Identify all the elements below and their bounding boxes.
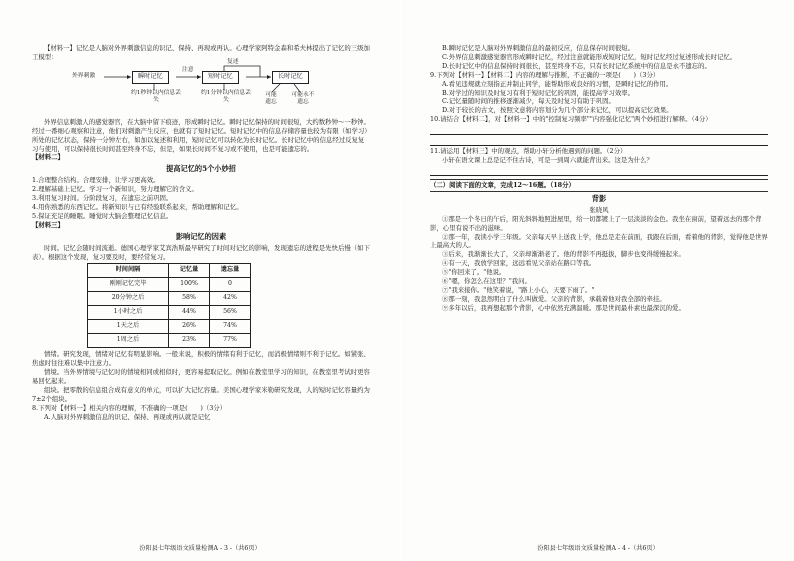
- diagram-stimulus: 外界刺激: [72, 72, 96, 79]
- table-row: [88, 306, 251, 320]
- diagram-rehearsal: 复述: [227, 58, 239, 65]
- diagram-note3b: 可能永不遗忘: [291, 91, 315, 105]
- answer-line[interactable]: [430, 166, 768, 176]
- question-8: 8.下列对【材料一】相关内容的理解，不准确的一项是( )（3分）: [32, 403, 227, 412]
- page-footer-left: 汾阳县七年级语文质量检测A - 3 -（共6页）: [139, 545, 261, 552]
- article-title: 背影: [591, 193, 607, 203]
- table-row: [88, 292, 251, 306]
- table-cell: 42%: [210, 292, 251, 306]
- question-8-option-c: C.外界信息刺激感觉器官形成瞬时记忆，经过注意就能形成短时记忆，短时记忆经过复述形成长时记忆。: [442, 52, 737, 61]
- diagram-note3a: 可能遗忘: [265, 91, 277, 105]
- forgetting-table: [87, 263, 251, 348]
- question-9-option-a: A.看见违规就立刻指正并制止同学，能帮助形成良好的习惯，是瞬时记忆的作用。: [442, 79, 673, 88]
- table-header: 遗忘量: [210, 264, 251, 278]
- question-10: 10.请结合【材料二】，对【材料一】中的"控制复习频率""内容强化记忆"两个妙招进行解释。（4分）: [430, 115, 712, 124]
- table-cell: 1小时之后: [88, 306, 169, 320]
- table-cell: 77%: [210, 334, 251, 348]
- material3-title: 影响记忆的因素: [175, 231, 227, 241]
- question-9-option-c: C.记忆量随时间的推移逐渐减少，每天及时复习有助于巩固。: [442, 97, 615, 106]
- tip-item: 1.合理整合结构。合理安排，让学习更高效。: [32, 176, 160, 185]
- article-para: ①那是一个冬日的午后，阳光斜斜地照进屋里，给一切都镀上了一层淡淡的金色。我坐在窗前，望着远去的那个背影，心里有说不出的滋味。: [430, 214, 762, 232]
- material2-label: 【材料二】: [32, 153, 64, 162]
- table-cell: 100%: [169, 278, 210, 292]
- table-header: 时间间隔: [88, 264, 169, 278]
- article-para: ⑨多年以后，我再想起那个背影，心中依然充满温暖。那是世间最朴素也最深沉的爱。: [442, 303, 685, 312]
- table-row: [88, 278, 251, 292]
- material1-para: 外界信息刺激人的感觉器官，在大脑中留下痕迹，形成瞬时记忆。瞬时记忆保持的时间很短，大约数秒钟～一秒钟。经过一番细心观察和注意，他们对刺激产生反应，也就有了短时记忆。短时记忆中的信息存储容量也较为有限（如学习）所处的记忆状态，保持一分钟左右，如加以复述和利用，短时记忆可以转化为长时记忆。长时记忆中的信息经过反复复习与使用，可以保持很长时间甚至终身不忘，但是，如果长时间不复习或不使用，也是可能遗忘的。: [32, 117, 370, 153]
- question-9-option-d: D.对于较长的古文，按照文意将内容划分为几个部分来记忆，可以提高记忆效果。: [442, 106, 673, 115]
- page-right: [402, 0, 794, 561]
- article-para: ②那一年，我读小学三年级。父亲每天早上送我上学，他总是走在前面，我跟在后面，看着他的背影，觉得他是世界上最高大的人。: [430, 232, 768, 250]
- table-cell: 26%: [169, 320, 210, 334]
- table-header: 记忆量: [169, 264, 210, 278]
- table-cell: 20分钟之后: [88, 292, 169, 306]
- diagram-note2: 约1分钟以内信息丢失: [200, 89, 252, 103]
- question-11-text: 小轩在语文课上总是记不住古诗，可是一到周六就能背出来。这是为什么？: [442, 156, 653, 165]
- question-8-option-d: D.长时记忆中的信息保持时间很长，甚至终身不忘，只有长时记忆系统中的信息是永不遗忘的。: [442, 61, 711, 70]
- diagram-attention: 注意: [182, 66, 194, 73]
- tip-item: 2.理解基础上记忆。学习一个新知识，努力理解它的含义。: [32, 185, 198, 194]
- material2-title: 提高记忆的5个小妙招: [166, 164, 236, 174]
- table-cell: 1周之后: [88, 334, 169, 348]
- table-row: [88, 320, 251, 334]
- memory-model-diagram: [32, 58, 370, 118]
- tip-item: 3.利用复习时间。分阶段复习，在遗忘之前巩固。: [32, 194, 173, 203]
- material3-para-chunk: 组块。把零散的信息组合成有意义的单元，可以扩大记忆容量。美国心理学家米勒研究发现，人的短时记忆容量约为7±2个组块。: [32, 386, 370, 403]
- article-para: ⑧那一刻，我忽然明白了什么叫做爱。父亲的背影，承载着他对我全部的牵挂。: [442, 294, 666, 303]
- tip-item: 4.用你熟悉的东西记忆。将新知识与已有经验联系起来，帮助理解和记忆。: [32, 202, 243, 211]
- tip-item: 5.保证充足的睡眠。睡觉时大脑会整理记忆信息。: [32, 211, 173, 220]
- material3-intro: 时间。记忆会随时间流逝。德国心理学家艾宾浩斯最早研究了时间对记忆的影响，发现遗忘的进程是先快后慢（如下表）。根据这个发现，复习要及时，要经常复习。: [32, 243, 370, 261]
- answer-line[interactable]: [430, 136, 768, 146]
- table-cell: 1天之后: [88, 320, 169, 334]
- question-8-option-b: B.瞬时记忆是人脑对外界刺激信息的最初反应，信息保存时间很短。: [442, 44, 635, 52]
- table-header-row: [88, 264, 251, 278]
- material3-para-context: 情境。当外界情境与记忆时的情境相同或相似时，更容易提取记忆。例如在教室里学习的知识，在教室里考试时更容易回忆起来。: [32, 368, 370, 386]
- diagram-long-box: 长时记忆: [272, 71, 309, 84]
- question-9-option-b: B.对学过的知识及时复习有利于短时记忆的巩固，能提高学习效率。: [442, 88, 635, 97]
- material3-label: 【材料三】: [32, 220, 64, 229]
- diagram-short-box: 短时记忆: [202, 71, 239, 84]
- question-8-option-a: A.人脑对外界刺激信息的识记、保持、再现或再认就是记忆: [44, 412, 211, 421]
- table-cell: 56%: [210, 306, 251, 320]
- article-para: ③后来，我渐渐长大了，父亲却渐渐老了。他的背影不再挺拔，脚步也变得缓慢起来。: [442, 250, 685, 259]
- right-column: [430, 44, 768, 313]
- table-row: [88, 334, 251, 348]
- left-column: [32, 44, 370, 422]
- article-para: ⑥"嗯，你怎么在这里？"我问。: [442, 277, 531, 286]
- question-11: 11.请运用【材料三】中的观点，帮助小轩分析他遇到的问题。（2分）: [430, 147, 627, 156]
- table-cell: 0: [210, 278, 251, 292]
- question-9: 9.下列对【材料一】【材料二】内容的理解与推断，不正确的一项是( )（3分）: [430, 70, 660, 79]
- page-footer-right: 汾阳县七年级语文质量检测A - 4 -（共6页）: [537, 545, 659, 552]
- material1-intro: 【材料一】记忆是人脑对外界刺激信息的识记、保持、再现或再认。心理学家阿特金森和希夫林提出了记忆的三级加工模型：: [32, 44, 370, 61]
- diagram-sensory-box: 瞬时记忆: [132, 71, 169, 84]
- diagram-arrows: [32, 64, 370, 118]
- article-para: ④有一天，我放学回家，远远看见父亲站在路口等我。: [442, 259, 596, 268]
- reading-section-header: （二）阅读下面的文章，完成12～16题。（18分）: [430, 179, 768, 192]
- material3-para-emotion: 情绪。研究发现，情绪对记忆有明显影响。一般来说，积极的情绪有利于记忆，而消极情绪则不利于记忆。如紧张、焦虑时往往难以集中注意力。: [32, 350, 370, 368]
- article-author: 张晓风: [589, 205, 609, 214]
- table-cell: 刚刚记忆完毕: [88, 278, 169, 292]
- table-cell: 44%: [169, 306, 210, 320]
- table-cell: 58%: [169, 292, 210, 306]
- table-cell: 74%: [210, 320, 251, 334]
- article-para: ⑦"我来接你。"他笑着说，"路上小心，天要下雨了。": [442, 285, 595, 294]
- answer-line[interactable]: [430, 125, 768, 135]
- article-para: ⑤"你回来了。"他说。: [442, 268, 506, 277]
- diagram-note1: 约1秒钟以内信息丢失: [130, 89, 182, 103]
- table-cell: 23%: [169, 334, 210, 348]
